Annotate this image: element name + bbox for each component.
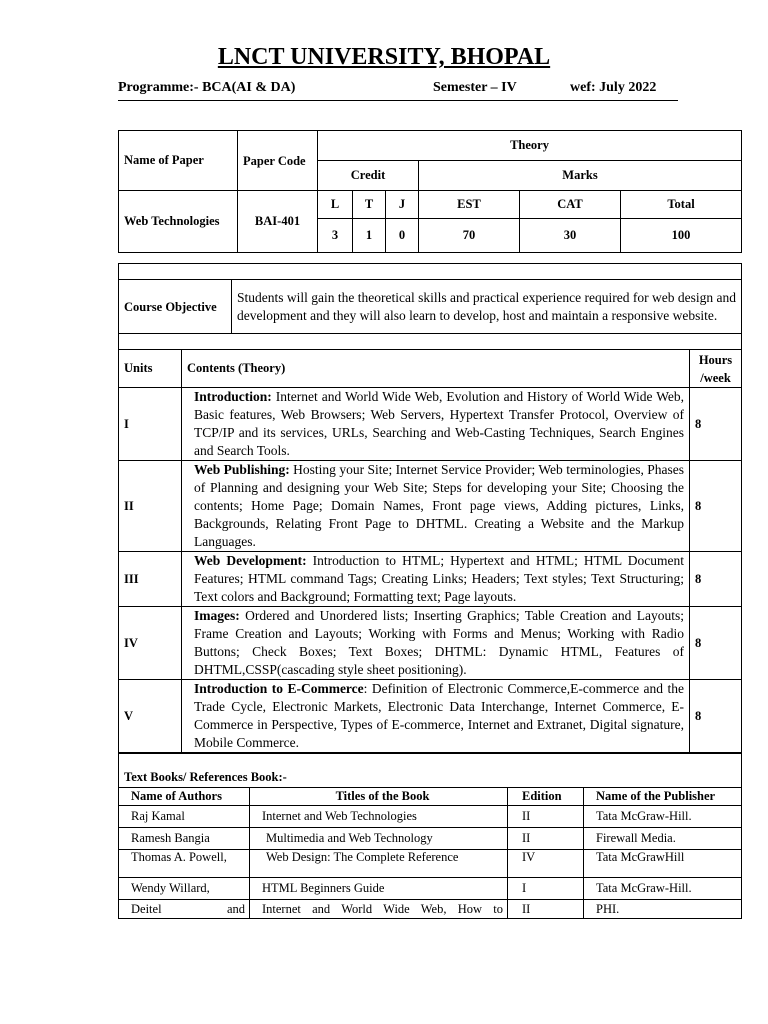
unit-content xyxy=(182,461,690,552)
col-publisher: Name of the Publisher xyxy=(584,788,742,806)
books-section-title: Text Books/ References Book:- xyxy=(119,754,742,788)
book-title: Multimedia and Web Technology xyxy=(250,828,508,850)
spacer-row xyxy=(119,264,742,280)
book-publisher: Tata McGraw-Hill. xyxy=(584,806,742,828)
unit-content xyxy=(182,552,690,607)
programme-line xyxy=(118,80,678,101)
paper-code-label: Paper Code xyxy=(238,131,318,191)
unit-number: IV xyxy=(119,607,182,680)
unit-number: III xyxy=(119,552,182,607)
col-titles: Titles of the Book xyxy=(250,788,508,806)
book-title: Internet and World Wide Web, How to xyxy=(250,900,508,919)
est-label: EST xyxy=(419,191,520,219)
unit-text: Introduction to HTML; Hypertext and HTML; HTML Document Features; HTML command Tags; Creating Links; Headers; Text styles; Text Structuring; Text colors and Background; Formatting text; Page layouts. xyxy=(194,553,684,604)
unit-number: I xyxy=(119,388,182,461)
unit-hours: 8 xyxy=(690,607,742,680)
book-edition: II xyxy=(508,806,584,828)
units-label: Units xyxy=(119,350,182,388)
unit-heading: Web Development: xyxy=(194,553,307,568)
book-author: Wendy Willard, xyxy=(119,878,250,900)
j-label: J xyxy=(386,191,419,219)
semester-text: Semester – IV xyxy=(433,80,517,95)
book-publisher: Firewall Media. xyxy=(584,828,742,850)
unit-heading: Introduction to E-Commerce xyxy=(194,681,364,696)
unit-text: Ordered and Unordered lists; Inserting Graphics; Table Creation and Layouts; Frame Creation and Layouts; Working with Forms and Menus; Working with Radio Buttons; Check Boxes; Text Boxes; DHTML: Dynamic HTML, Features of DHTML,CSSP(cascading style sheet positioning). xyxy=(194,608,684,677)
paper-code: BAI-401 xyxy=(238,191,318,253)
unit-content xyxy=(182,607,690,680)
unit-text: Internet and World Wide Web, Evolution and History of World Wide Web, Basic features, Web Browsers; Web Servers, Hypertext Transfer Protocol, Overview of TCP/IP and its services, URLs, Searching and Web-Casting Techniques, Search Engines and Search Tools. xyxy=(194,389,684,458)
book-edition: IV xyxy=(508,850,584,878)
unit-text: Hosting your Site; Internet Service Provider; Web terminologies, Phases of Planning and designing your Web Site; Steps for developing your Site; Choosing the contents; Home Page; Domain Names, Front page views, Adding pictures, Links, Backgrounds, Relating Front Page to DHTML. Creating a Website and the Markup Languages. xyxy=(194,462,684,549)
est-value: 70 xyxy=(419,219,520,253)
objective-label: Course Objective xyxy=(119,280,232,334)
paper-name: Web Technologies xyxy=(119,191,238,253)
unit-content xyxy=(182,680,690,753)
name-of-paper-label: Name of Paper xyxy=(119,131,238,191)
book-title: HTML Beginners Guide xyxy=(250,878,508,900)
l-value: 3 xyxy=(318,219,353,253)
book-edition: II xyxy=(508,900,584,919)
unit-heading: Web Publishing: xyxy=(194,462,290,477)
unit-number: II xyxy=(119,461,182,552)
programme-text: Programme:- BCA(AI & DA) xyxy=(118,80,296,95)
l-label: L xyxy=(318,191,353,219)
unit-hours: 8 xyxy=(690,680,742,753)
col-authors: Name of Authors xyxy=(119,788,250,806)
wef-text: wef: July 2022 xyxy=(570,80,657,95)
unit-hours: 8 xyxy=(690,461,742,552)
unit-hours: 8 xyxy=(690,552,742,607)
unit-content xyxy=(182,388,690,461)
book-title: Web Design: The Complete Reference xyxy=(250,850,508,878)
spacer-row xyxy=(119,334,742,350)
cat-value: 30 xyxy=(520,219,621,253)
page-title: LNCT UNIVERSITY, BHOPAL xyxy=(217,44,551,70)
unit-number: V xyxy=(119,680,182,753)
credit-label: Credit xyxy=(318,161,419,191)
book-author: Deitel and xyxy=(119,900,250,919)
units-table xyxy=(118,349,742,753)
theory-label: Theory xyxy=(318,131,742,161)
marks-label: Marks xyxy=(419,161,742,191)
t-label: T xyxy=(353,191,386,219)
book-author: Ramesh Bangia xyxy=(119,828,250,850)
book-publisher: Tata McGrawHill xyxy=(584,850,742,878)
book-publisher: Tata McGraw-Hill. xyxy=(584,878,742,900)
paper-table xyxy=(118,130,742,253)
cat-label: CAT xyxy=(520,191,621,219)
unit-hours: 8 xyxy=(690,388,742,461)
j-value: 0 xyxy=(386,219,419,253)
objective-text: Students will gain the theoretical skills and practical experience required for web design and development and they will also learn to develop, host and maintain a responsive website. xyxy=(232,280,742,334)
book-edition: I xyxy=(508,878,584,900)
unit-text: : Definition of Electronic Commerce,E-commerce and the Trade Cycle, Electronic Markets, Electronic Data Interchange, Internet Commerce, E-Commerce in Perspective, Types of E-commerce, Internet and Extranet, Digital signature, Mobile Commerce. xyxy=(194,681,684,750)
book-title: Internet and Web Technologies xyxy=(250,806,508,828)
unit-heading: Images: xyxy=(194,608,240,623)
book-edition: II xyxy=(508,828,584,850)
objective-table xyxy=(118,263,742,350)
books-table xyxy=(118,753,742,919)
total-label: Total xyxy=(621,191,742,219)
t-value: 1 xyxy=(353,219,386,253)
book-author: Thomas A. Powell, xyxy=(119,850,250,878)
contents-label: Contents (Theory) xyxy=(182,350,690,388)
col-edition: Edition xyxy=(508,788,584,806)
book-author: Raj Kamal xyxy=(119,806,250,828)
book-publisher: PHI. xyxy=(584,900,742,919)
total-value: 100 xyxy=(621,219,742,253)
hours-label: Hours /week xyxy=(690,350,742,388)
unit-heading: Introduction: xyxy=(194,389,272,404)
